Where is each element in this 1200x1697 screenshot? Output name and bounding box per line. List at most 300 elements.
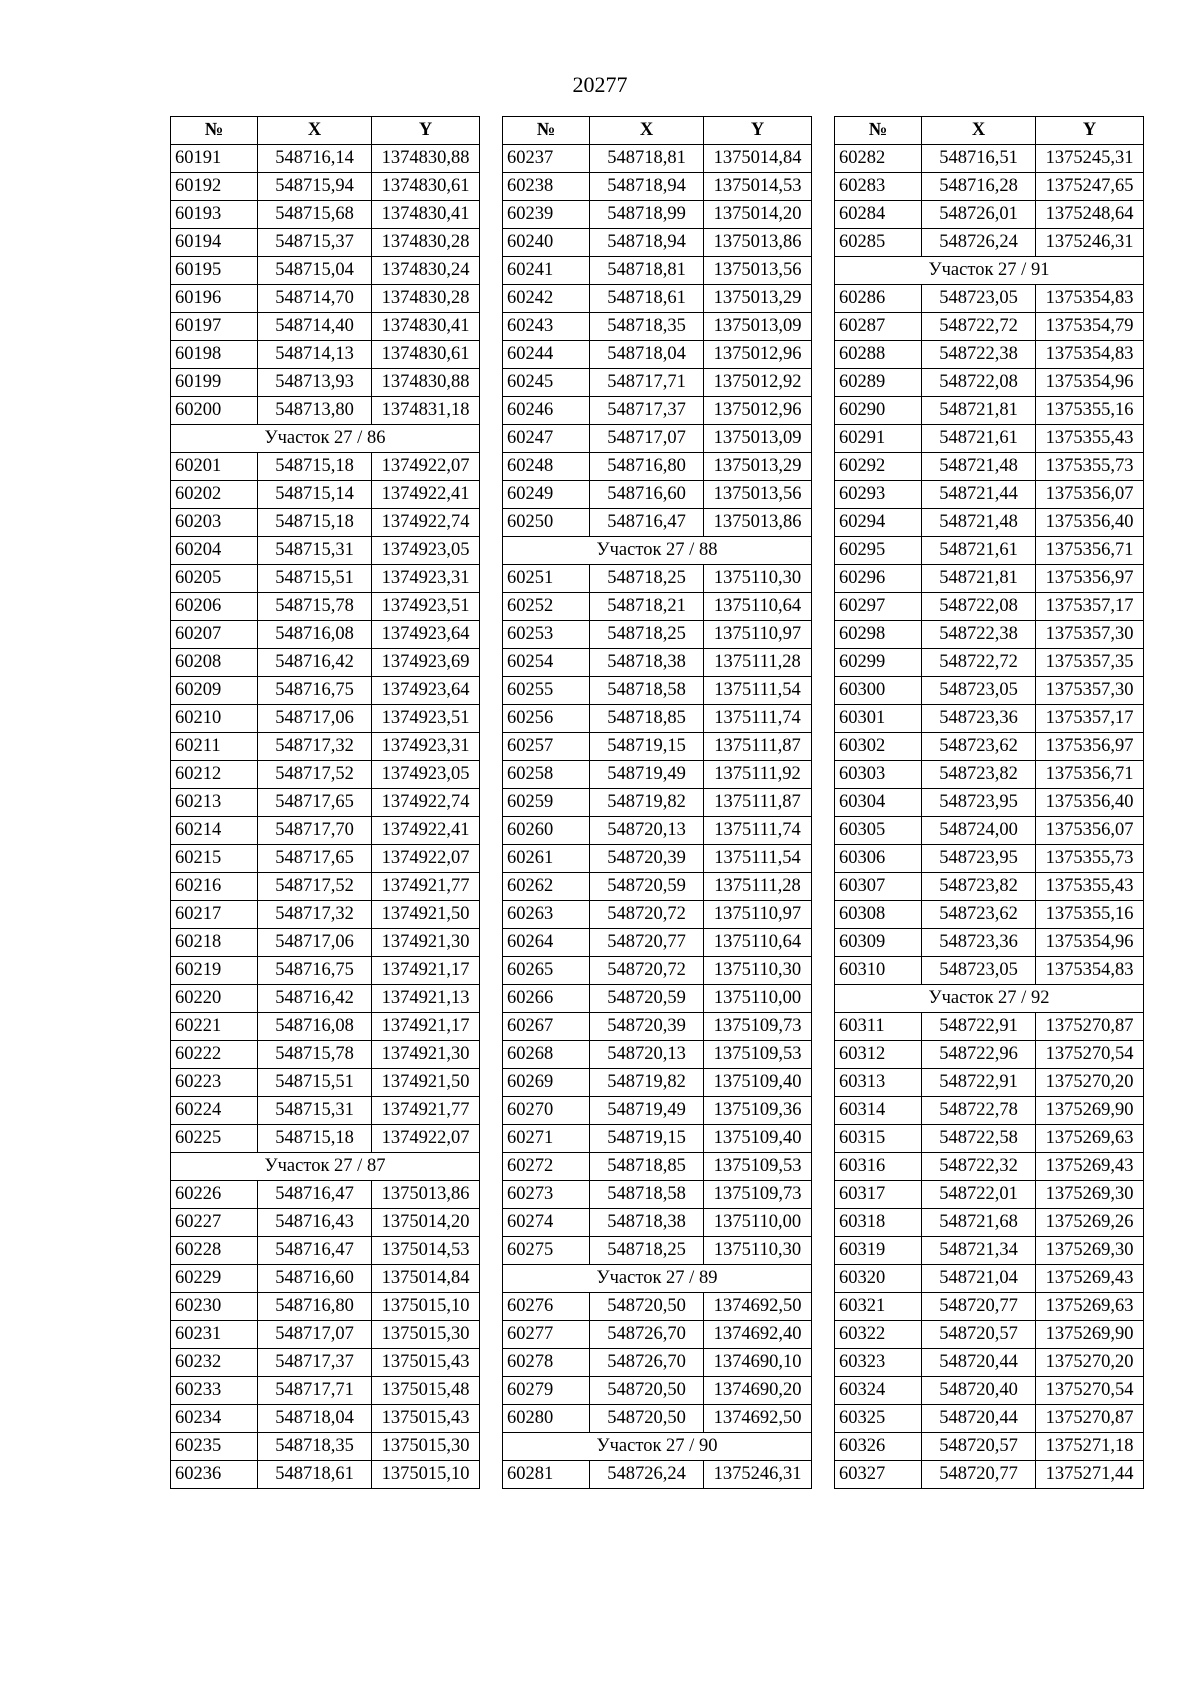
point-number-cell: 60200 — [171, 397, 258, 425]
table-row — [503, 1461, 812, 1489]
x-coordinate-cell: 548718,35 — [258, 1433, 372, 1461]
x-coordinate-cell: 548717,37 — [258, 1349, 372, 1377]
x-coordinate-cell: 548717,70 — [258, 817, 372, 845]
y-coordinate-cell: 1375110,64 — [704, 929, 812, 957]
y-coordinate-cell: 1375109,73 — [704, 1181, 812, 1209]
table-row — [835, 1265, 1144, 1293]
point-number-cell: 60237 — [503, 145, 590, 173]
table-row — [503, 453, 812, 481]
x-coordinate-cell: 548718,99 — [590, 201, 704, 229]
x-coordinate-cell: 548717,32 — [258, 901, 372, 929]
point-number-cell: 60239 — [503, 201, 590, 229]
y-coordinate-cell: 1375013,86 — [372, 1181, 480, 1209]
y-coordinate-cell: 1375015,10 — [372, 1293, 480, 1321]
x-coordinate-cell: 548719,49 — [590, 1097, 704, 1125]
point-number-cell: 60318 — [835, 1209, 922, 1237]
y-coordinate-cell: 1374921,13 — [372, 985, 480, 1013]
point-number-cell: 60219 — [171, 957, 258, 985]
x-coordinate-cell: 548721,81 — [922, 565, 1036, 593]
y-coordinate-cell: 1375356,71 — [1036, 761, 1144, 789]
y-coordinate-cell: 1375109,36 — [704, 1097, 812, 1125]
table-row — [835, 1433, 1144, 1461]
y-coordinate-cell: 1374690,20 — [704, 1377, 812, 1405]
y-coordinate-cell: 1375013,09 — [704, 425, 812, 453]
point-number-cell: 60217 — [171, 901, 258, 929]
point-number-cell: 60250 — [503, 509, 590, 537]
y-coordinate-cell: 1375111,54 — [704, 677, 812, 705]
point-number-cell: 60238 — [503, 173, 590, 201]
section-row — [171, 425, 480, 453]
table-row — [835, 1069, 1144, 1097]
point-number-cell: 60233 — [171, 1377, 258, 1405]
table-row — [835, 1181, 1144, 1209]
table-row — [503, 593, 812, 621]
x-coordinate-cell: 548722,58 — [922, 1125, 1036, 1153]
x-coordinate-cell: 548722,38 — [922, 621, 1036, 649]
table-row — [171, 1405, 480, 1433]
table-row — [835, 1461, 1144, 1489]
x-coordinate-cell: 548722,32 — [922, 1153, 1036, 1181]
x-coordinate-cell: 548723,62 — [922, 733, 1036, 761]
point-number-cell: 60322 — [835, 1321, 922, 1349]
point-number-cell: 60282 — [835, 145, 922, 173]
x-coordinate-cell: 548718,04 — [590, 341, 704, 369]
point-number-cell: 60220 — [171, 985, 258, 1013]
point-number-cell: 60251 — [503, 565, 590, 593]
y-coordinate-cell: 1374692,40 — [704, 1321, 812, 1349]
table-row — [835, 1097, 1144, 1125]
table-row — [171, 1377, 480, 1405]
y-coordinate-cell: 1375269,30 — [1036, 1237, 1144, 1265]
point-number-cell: 60313 — [835, 1069, 922, 1097]
table-row — [835, 1153, 1144, 1181]
y-coordinate-cell: 1374923,64 — [372, 621, 480, 649]
x-coordinate-cell: 548722,91 — [922, 1069, 1036, 1097]
point-number-cell: 60307 — [835, 873, 922, 901]
point-number-cell: 60277 — [503, 1321, 590, 1349]
point-number-cell: 60321 — [835, 1293, 922, 1321]
y-coordinate-cell: 1374922,41 — [372, 817, 480, 845]
y-coordinate-cell: 1375269,90 — [1036, 1097, 1144, 1125]
x-coordinate-cell: 548716,47 — [590, 509, 704, 537]
table-row — [171, 257, 480, 285]
x-coordinate-cell: 548720,77 — [922, 1293, 1036, 1321]
y-coordinate-cell: 1375013,56 — [704, 481, 812, 509]
table-row — [503, 145, 812, 173]
table-row — [171, 901, 480, 929]
y-coordinate-cell: 1375111,87 — [704, 789, 812, 817]
table-row — [503, 1041, 812, 1069]
y-coordinate-cell: 1375109,40 — [704, 1125, 812, 1153]
x-coordinate-cell: 548715,68 — [258, 201, 372, 229]
point-number-cell: 60203 — [171, 509, 258, 537]
y-coordinate-cell: 1375357,30 — [1036, 677, 1144, 705]
table-row — [171, 593, 480, 621]
point-number-cell: 60262 — [503, 873, 590, 901]
x-coordinate-cell: 548720,57 — [922, 1321, 1036, 1349]
point-number-cell: 60253 — [503, 621, 590, 649]
y-coordinate-cell: 1375271,44 — [1036, 1461, 1144, 1489]
table-row — [171, 1181, 480, 1209]
x-coordinate-cell: 548723,36 — [922, 929, 1036, 957]
x-coordinate-cell: 548720,77 — [922, 1461, 1036, 1489]
point-number-cell: 60285 — [835, 229, 922, 257]
table-row — [835, 621, 1144, 649]
y-coordinate-cell: 1375013,86 — [704, 229, 812, 257]
point-number-cell: 60216 — [171, 873, 258, 901]
x-coordinate-cell: 548723,82 — [922, 761, 1036, 789]
table-row — [503, 1237, 812, 1265]
page-number: 20277 — [572, 72, 628, 97]
table-row — [835, 313, 1144, 341]
y-coordinate-cell: 1375355,73 — [1036, 845, 1144, 873]
y-coordinate-cell: 1374830,28 — [372, 229, 480, 257]
y-coordinate-cell: 1374830,61 — [372, 173, 480, 201]
point-number-cell: 60305 — [835, 817, 922, 845]
y-coordinate-cell: 1374692,50 — [704, 1293, 812, 1321]
table-row — [835, 957, 1144, 985]
y-coordinate-cell: 1375015,43 — [372, 1349, 480, 1377]
y-coordinate-cell: 1375014,84 — [704, 145, 812, 173]
x-coordinate-cell: 548715,78 — [258, 1041, 372, 1069]
y-coordinate-cell: 1375355,73 — [1036, 453, 1144, 481]
table-row — [503, 509, 812, 537]
y-coordinate-cell: 1374830,88 — [372, 369, 480, 397]
x-coordinate-cell: 548726,24 — [590, 1461, 704, 1489]
x-coordinate-cell: 548720,57 — [922, 1433, 1036, 1461]
x-coordinate-cell: 548716,14 — [258, 145, 372, 173]
point-number-cell: 60294 — [835, 509, 922, 537]
y-coordinate-cell: 1374923,69 — [372, 649, 480, 677]
x-coordinate-cell: 548718,81 — [590, 145, 704, 173]
x-coordinate-cell: 548720,39 — [590, 1013, 704, 1041]
y-coordinate-cell: 1375354,83 — [1036, 285, 1144, 313]
y-coordinate-cell: 1375111,28 — [704, 649, 812, 677]
point-number-cell: 60236 — [171, 1461, 258, 1489]
point-number-cell: 60208 — [171, 649, 258, 677]
table-row — [171, 397, 480, 425]
table-row — [503, 1293, 812, 1321]
x-coordinate-cell: 548718,25 — [590, 621, 704, 649]
table-row — [835, 565, 1144, 593]
point-number-cell: 60289 — [835, 369, 922, 397]
table-row — [503, 1181, 812, 1209]
point-number-cell: 60197 — [171, 313, 258, 341]
point-number-cell: 60235 — [171, 1433, 258, 1461]
column-header-x: X — [922, 117, 1036, 145]
section-title: Участок 27 / 92 — [835, 985, 1144, 1013]
section-row — [503, 537, 812, 565]
y-coordinate-cell: 1375111,74 — [704, 817, 812, 845]
y-coordinate-cell: 1375248,64 — [1036, 201, 1144, 229]
x-coordinate-cell: 548718,38 — [590, 1209, 704, 1237]
point-number-cell: 60230 — [171, 1293, 258, 1321]
table-row — [171, 1433, 480, 1461]
table-row — [503, 313, 812, 341]
x-coordinate-cell: 548718,58 — [590, 677, 704, 705]
y-coordinate-cell: 1374922,41 — [372, 481, 480, 509]
point-number-cell: 60199 — [171, 369, 258, 397]
point-number-cell: 60263 — [503, 901, 590, 929]
table-row — [835, 845, 1144, 873]
point-number-cell: 60191 — [171, 145, 258, 173]
x-coordinate-cell: 548715,78 — [258, 593, 372, 621]
table-row — [171, 481, 480, 509]
x-coordinate-cell: 548715,31 — [258, 1097, 372, 1125]
y-coordinate-cell: 1374830,88 — [372, 145, 480, 173]
section-row — [835, 985, 1144, 1013]
y-coordinate-cell: 1374921,17 — [372, 1013, 480, 1041]
table-row — [171, 929, 480, 957]
x-coordinate-cell: 548722,08 — [922, 369, 1036, 397]
point-number-cell: 60264 — [503, 929, 590, 957]
y-coordinate-cell: 1375354,79 — [1036, 313, 1144, 341]
table-row — [171, 229, 480, 257]
x-coordinate-cell: 548716,60 — [258, 1265, 372, 1293]
point-number-cell: 60278 — [503, 1349, 590, 1377]
table-row — [835, 789, 1144, 817]
column-header-number: № — [835, 117, 922, 145]
x-coordinate-cell: 548719,49 — [590, 761, 704, 789]
table-row — [171, 201, 480, 229]
x-coordinate-cell: 548718,25 — [590, 565, 704, 593]
table-row — [835, 817, 1144, 845]
table-row — [503, 1349, 812, 1377]
x-coordinate-cell: 548717,52 — [258, 873, 372, 901]
section-row — [503, 1433, 812, 1461]
y-coordinate-cell: 1375355,16 — [1036, 397, 1144, 425]
y-coordinate-cell: 1375269,43 — [1036, 1265, 1144, 1293]
table-row — [835, 397, 1144, 425]
table-row — [171, 733, 480, 761]
point-number-cell: 60271 — [503, 1125, 590, 1153]
table-row — [171, 1013, 480, 1041]
y-coordinate-cell: 1374922,74 — [372, 789, 480, 817]
y-coordinate-cell: 1374921,50 — [372, 1069, 480, 1097]
x-coordinate-cell: 548718,35 — [590, 313, 704, 341]
column-header-y: Y — [1036, 117, 1144, 145]
x-coordinate-cell: 548718,94 — [590, 173, 704, 201]
point-number-cell: 60319 — [835, 1237, 922, 1265]
y-coordinate-cell: 1374922,07 — [372, 1125, 480, 1153]
table-row — [503, 761, 812, 789]
point-number-cell: 60193 — [171, 201, 258, 229]
y-coordinate-cell: 1375015,48 — [372, 1377, 480, 1405]
y-coordinate-cell: 1375014,20 — [704, 201, 812, 229]
y-coordinate-cell: 1374830,28 — [372, 285, 480, 313]
y-coordinate-cell: 1374921,77 — [372, 1097, 480, 1125]
y-coordinate-cell: 1375270,20 — [1036, 1069, 1144, 1097]
table-row — [171, 1293, 480, 1321]
table-row — [835, 733, 1144, 761]
x-coordinate-cell: 548716,47 — [258, 1237, 372, 1265]
point-number-cell: 60297 — [835, 593, 922, 621]
x-coordinate-cell: 548723,05 — [922, 677, 1036, 705]
table-row — [171, 845, 480, 873]
point-number-cell: 60304 — [835, 789, 922, 817]
table-row — [171, 453, 480, 481]
table-row — [503, 229, 812, 257]
x-coordinate-cell: 548723,95 — [922, 789, 1036, 817]
x-coordinate-cell: 548719,15 — [590, 733, 704, 761]
table-row — [835, 705, 1144, 733]
table-row — [835, 509, 1144, 537]
y-coordinate-cell: 1374830,61 — [372, 341, 480, 369]
y-coordinate-cell: 1375357,17 — [1036, 705, 1144, 733]
table-row — [171, 565, 480, 593]
y-coordinate-cell: 1375269,90 — [1036, 1321, 1144, 1349]
point-number-cell: 60325 — [835, 1405, 922, 1433]
x-coordinate-cell: 548720,50 — [590, 1293, 704, 1321]
y-coordinate-cell: 1375012,92 — [704, 369, 812, 397]
point-number-cell: 60311 — [835, 1013, 922, 1041]
point-number-cell: 60270 — [503, 1097, 590, 1125]
point-number-cell: 60201 — [171, 453, 258, 481]
y-coordinate-cell: 1375014,84 — [372, 1265, 480, 1293]
point-number-cell: 60267 — [503, 1013, 590, 1041]
x-coordinate-cell: 548721,61 — [922, 425, 1036, 453]
table-row — [171, 1125, 480, 1153]
x-coordinate-cell: 548722,78 — [922, 1097, 1036, 1125]
point-number-cell: 60247 — [503, 425, 590, 453]
y-coordinate-cell: 1374922,07 — [372, 845, 480, 873]
x-coordinate-cell: 548721,34 — [922, 1237, 1036, 1265]
point-number-cell: 60301 — [835, 705, 922, 733]
x-coordinate-cell: 548713,93 — [258, 369, 372, 397]
y-coordinate-cell: 1375109,40 — [704, 1069, 812, 1097]
section-row — [171, 1153, 480, 1181]
y-coordinate-cell: 1375015,43 — [372, 1405, 480, 1433]
y-coordinate-cell: 1375110,00 — [704, 1209, 812, 1237]
section-row — [835, 257, 1144, 285]
x-coordinate-cell: 548721,61 — [922, 537, 1036, 565]
table-row — [503, 845, 812, 873]
x-coordinate-cell: 548714,70 — [258, 285, 372, 313]
point-number-cell: 60284 — [835, 201, 922, 229]
x-coordinate-cell: 548715,31 — [258, 537, 372, 565]
y-coordinate-cell: 1375012,96 — [704, 341, 812, 369]
y-coordinate-cell: 1375270,87 — [1036, 1013, 1144, 1041]
column-header-y: Y — [372, 117, 480, 145]
y-coordinate-cell: 1375354,83 — [1036, 341, 1144, 369]
x-coordinate-cell: 548722,96 — [922, 1041, 1036, 1069]
x-coordinate-cell: 548717,71 — [258, 1377, 372, 1405]
table-row — [503, 1321, 812, 1349]
y-coordinate-cell: 1375357,30 — [1036, 621, 1144, 649]
x-coordinate-cell: 548720,13 — [590, 1041, 704, 1069]
point-number-cell: 60215 — [171, 845, 258, 873]
point-number-cell: 60280 — [503, 1405, 590, 1433]
point-number-cell: 60290 — [835, 397, 922, 425]
table-row — [171, 705, 480, 733]
point-number-cell: 60245 — [503, 369, 590, 397]
table-row — [503, 1405, 812, 1433]
x-coordinate-cell: 548718,81 — [590, 257, 704, 285]
x-coordinate-cell: 548716,75 — [258, 957, 372, 985]
point-number-cell: 60274 — [503, 1209, 590, 1237]
point-number-cell: 60288 — [835, 341, 922, 369]
y-coordinate-cell: 1374830,24 — [372, 257, 480, 285]
table-row — [835, 453, 1144, 481]
x-coordinate-cell: 548714,13 — [258, 341, 372, 369]
table-row — [835, 593, 1144, 621]
x-coordinate-cell: 548715,51 — [258, 565, 372, 593]
x-coordinate-cell: 548722,72 — [922, 649, 1036, 677]
y-coordinate-cell: 1374690,10 — [704, 1349, 812, 1377]
table-row — [835, 1377, 1144, 1405]
table-row — [171, 1265, 480, 1293]
y-coordinate-cell: 1375110,97 — [704, 901, 812, 929]
table-row — [503, 985, 812, 1013]
x-coordinate-cell: 548716,08 — [258, 1013, 372, 1041]
y-coordinate-cell: 1375269,26 — [1036, 1209, 1144, 1237]
y-coordinate-cell: 1375354,83 — [1036, 957, 1144, 985]
table-header-row — [503, 117, 812, 145]
table-row — [835, 649, 1144, 677]
section-title: Участок 27 / 90 — [503, 1433, 812, 1461]
table-row — [171, 537, 480, 565]
point-number-cell: 60298 — [835, 621, 922, 649]
y-coordinate-cell: 1375269,63 — [1036, 1125, 1144, 1153]
point-number-cell: 60317 — [835, 1181, 922, 1209]
x-coordinate-cell: 548720,13 — [590, 817, 704, 845]
x-coordinate-cell: 548726,70 — [590, 1349, 704, 1377]
table-row — [171, 1461, 480, 1489]
y-coordinate-cell: 1375015,30 — [372, 1321, 480, 1349]
y-coordinate-cell: 1375270,20 — [1036, 1349, 1144, 1377]
table-row — [503, 565, 812, 593]
y-coordinate-cell: 1375245,31 — [1036, 145, 1144, 173]
table-row — [835, 1041, 1144, 1069]
x-coordinate-cell: 548723,05 — [922, 285, 1036, 313]
section-title: Участок 27 / 87 — [171, 1153, 480, 1181]
table-row — [503, 957, 812, 985]
point-number-cell: 60300 — [835, 677, 922, 705]
point-number-cell: 60309 — [835, 929, 922, 957]
point-number-cell: 60232 — [171, 1349, 258, 1377]
table-row — [835, 1125, 1144, 1153]
y-coordinate-cell: 1374830,41 — [372, 313, 480, 341]
x-coordinate-cell: 548718,85 — [590, 1153, 704, 1181]
table-row — [171, 313, 480, 341]
x-coordinate-cell: 548726,24 — [922, 229, 1036, 257]
x-coordinate-cell: 548719,15 — [590, 1125, 704, 1153]
x-coordinate-cell: 548721,48 — [922, 453, 1036, 481]
y-coordinate-cell: 1375356,71 — [1036, 537, 1144, 565]
x-coordinate-cell: 548724,00 — [922, 817, 1036, 845]
y-coordinate-cell: 1375356,97 — [1036, 733, 1144, 761]
x-coordinate-cell: 548722,38 — [922, 341, 1036, 369]
point-number-cell: 60222 — [171, 1041, 258, 1069]
point-number-cell: 60226 — [171, 1181, 258, 1209]
section-title: Участок 27 / 89 — [503, 1265, 812, 1293]
y-coordinate-cell: 1375357,17 — [1036, 593, 1144, 621]
table-row — [835, 173, 1144, 201]
table-row — [835, 1293, 1144, 1321]
x-coordinate-cell: 548718,85 — [590, 705, 704, 733]
table-row — [835, 369, 1144, 397]
table-row — [503, 705, 812, 733]
point-number-cell: 60266 — [503, 985, 590, 1013]
y-coordinate-cell: 1375110,30 — [704, 957, 812, 985]
y-coordinate-cell: 1375355,16 — [1036, 901, 1144, 929]
x-coordinate-cell: 548720,44 — [922, 1405, 1036, 1433]
table-row — [503, 873, 812, 901]
y-coordinate-cell: 1375013,56 — [704, 257, 812, 285]
table-row — [171, 649, 480, 677]
table-row — [503, 649, 812, 677]
y-coordinate-cell: 1375270,87 — [1036, 1405, 1144, 1433]
